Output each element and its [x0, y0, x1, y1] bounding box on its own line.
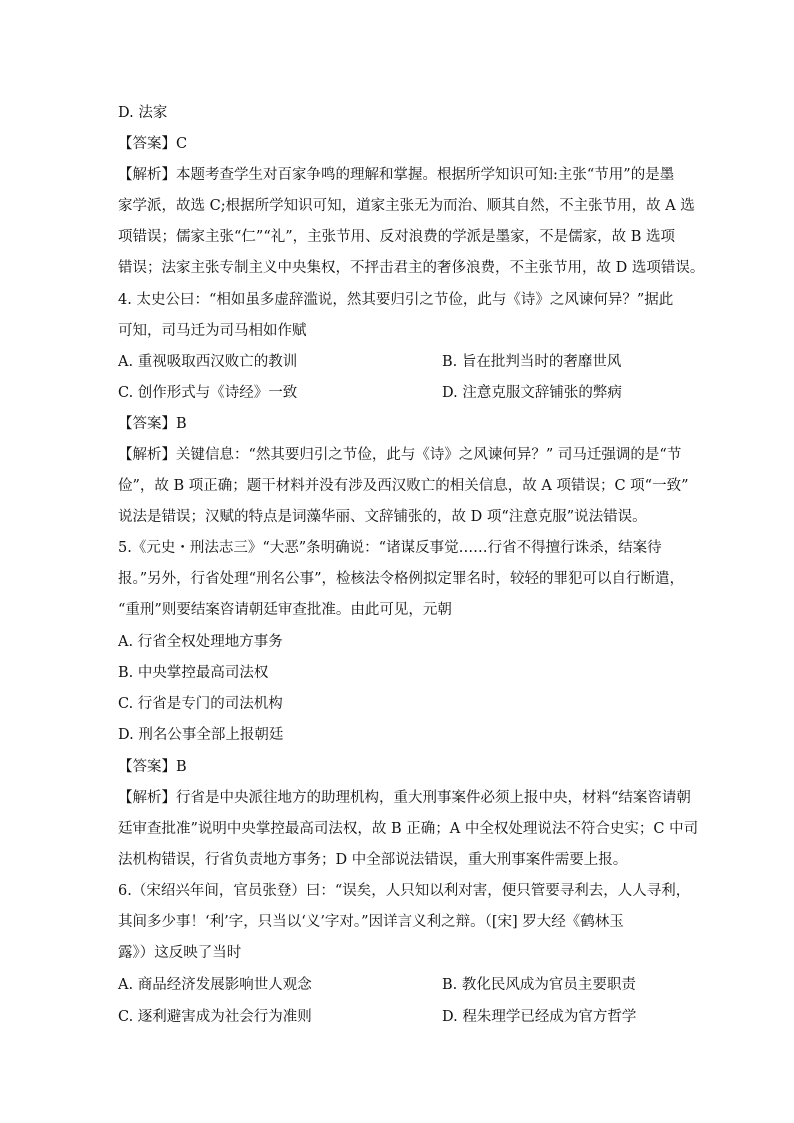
question-stem: 报。”另外，行省处理“刑名公事”，检核法令格例拟定罪名时，较轻的罪犯可以自行断遣， [118, 571, 684, 587]
analysis-line: 廷审查批准”说明中央掌控最高司法权，故 B 正确；A 中全权处理说法不符合史实；C 中司 [118, 821, 699, 837]
option-a: A. 重视吸取西汉败亡的教训 [118, 354, 298, 370]
answer: 【答案】B [118, 416, 187, 432]
option-a: A. 行省全权处理地方事务 [118, 634, 283, 650]
option-c: C. 逐利避害成为社会行为准则 [118, 1009, 312, 1025]
option-d: D. 法家 [118, 105, 168, 121]
analysis-line: 法机构错误，行省负责地方事务；D 中全部说法错误，重大刑事案件需要上报。 [118, 852, 628, 868]
answer: 【答案】B [118, 759, 187, 775]
analysis-line: 【解析】本题考查学生对百家争鸣的理解和掌握。根据所学知识可知:主张“节用”的是墨 [118, 167, 675, 183]
option-d: D. 注意克服文辞铺张的弊病 [442, 385, 622, 401]
question-stem: 露》）这反映了当时 [118, 945, 242, 961]
analysis-line: 【解析】关键信息：“然其要归引之节俭，此与《诗》之风谏何异？” 司马迁强调的是“节 [118, 447, 682, 463]
option-b: B. 中央掌控最高司法权 [118, 665, 269, 681]
option-d: D. 刑名公事全部上报朝廷 [118, 727, 284, 743]
question-stem: 4. 太史公曰：“相如虽多虚辞滥说，然其要归引之节俭，此与《诗》之风谏何异？”据此 [118, 292, 674, 308]
option-a: A. 商品经济发展影响世人观念 [118, 977, 312, 993]
option-b: B. 旨在批判当时的奢靡世风 [442, 354, 622, 370]
option-c: C. 创作形式与《诗经》一致 [118, 385, 298, 401]
analysis-line: 错误；法家主张专制主义中央集权，不抨击君主的奢侈浪费，不主张节用，故 D 选项错误。 [118, 260, 705, 276]
option-b: B. 教化民风成为官员主要职责 [442, 977, 636, 993]
answer: 【答案】C [118, 136, 188, 152]
analysis-line: 项错误；儒家主张“仁”“礼”，主张节用、反对浪费的学派是墨家，不是儒家，故 B 选项 [118, 229, 676, 245]
analysis-line: 说法是错误；汉赋的特点是词藻华丽、文辞铺张的，故 D 项“注意克服”说法错误。 [118, 509, 647, 525]
analysis-line: 俭”，故 B 项正确；题干材料并没有涉及西汉败亡的相关信息，故 A 项错误；C 项“一致” [118, 478, 689, 494]
question-stem: 6.（宋绍兴年间，官员张登）曰：“误矣，人只知以利对害，便只管要寻利去，人人寻利， [118, 883, 691, 899]
question-stem: “重刑”则要结案咨请朝廷审查批准。由此可见，元朝 [118, 602, 452, 618]
question-stem: 5.《元史・刑法志三》“大恶”条明确说：“诸谋反事觉……行省不得擅行诛杀，结案待 [118, 540, 662, 556]
question-stem: 可知，司马迁为司马相如作赋 [118, 323, 307, 339]
question-stem: 其间多少事！‘利’字，只当以‘义’字对。”因详言义利之辩。（[宋] 罗大经《鹤林玉 [118, 914, 624, 930]
analysis-line: 【解析】行省是中央派往地方的助理机构，重大刑事案件必须上报中央，材料“结案咨请朝 [118, 790, 691, 806]
option-d: D. 程朱理学已经成为官方哲学 [442, 1009, 637, 1025]
option-c: C. 行省是专门的司法机构 [118, 696, 283, 712]
analysis-line: 家学派，故选 C;根据所学知识可知，道家主张无为而治、顺其自然，不主张节用，故 A 选 [118, 198, 695, 214]
